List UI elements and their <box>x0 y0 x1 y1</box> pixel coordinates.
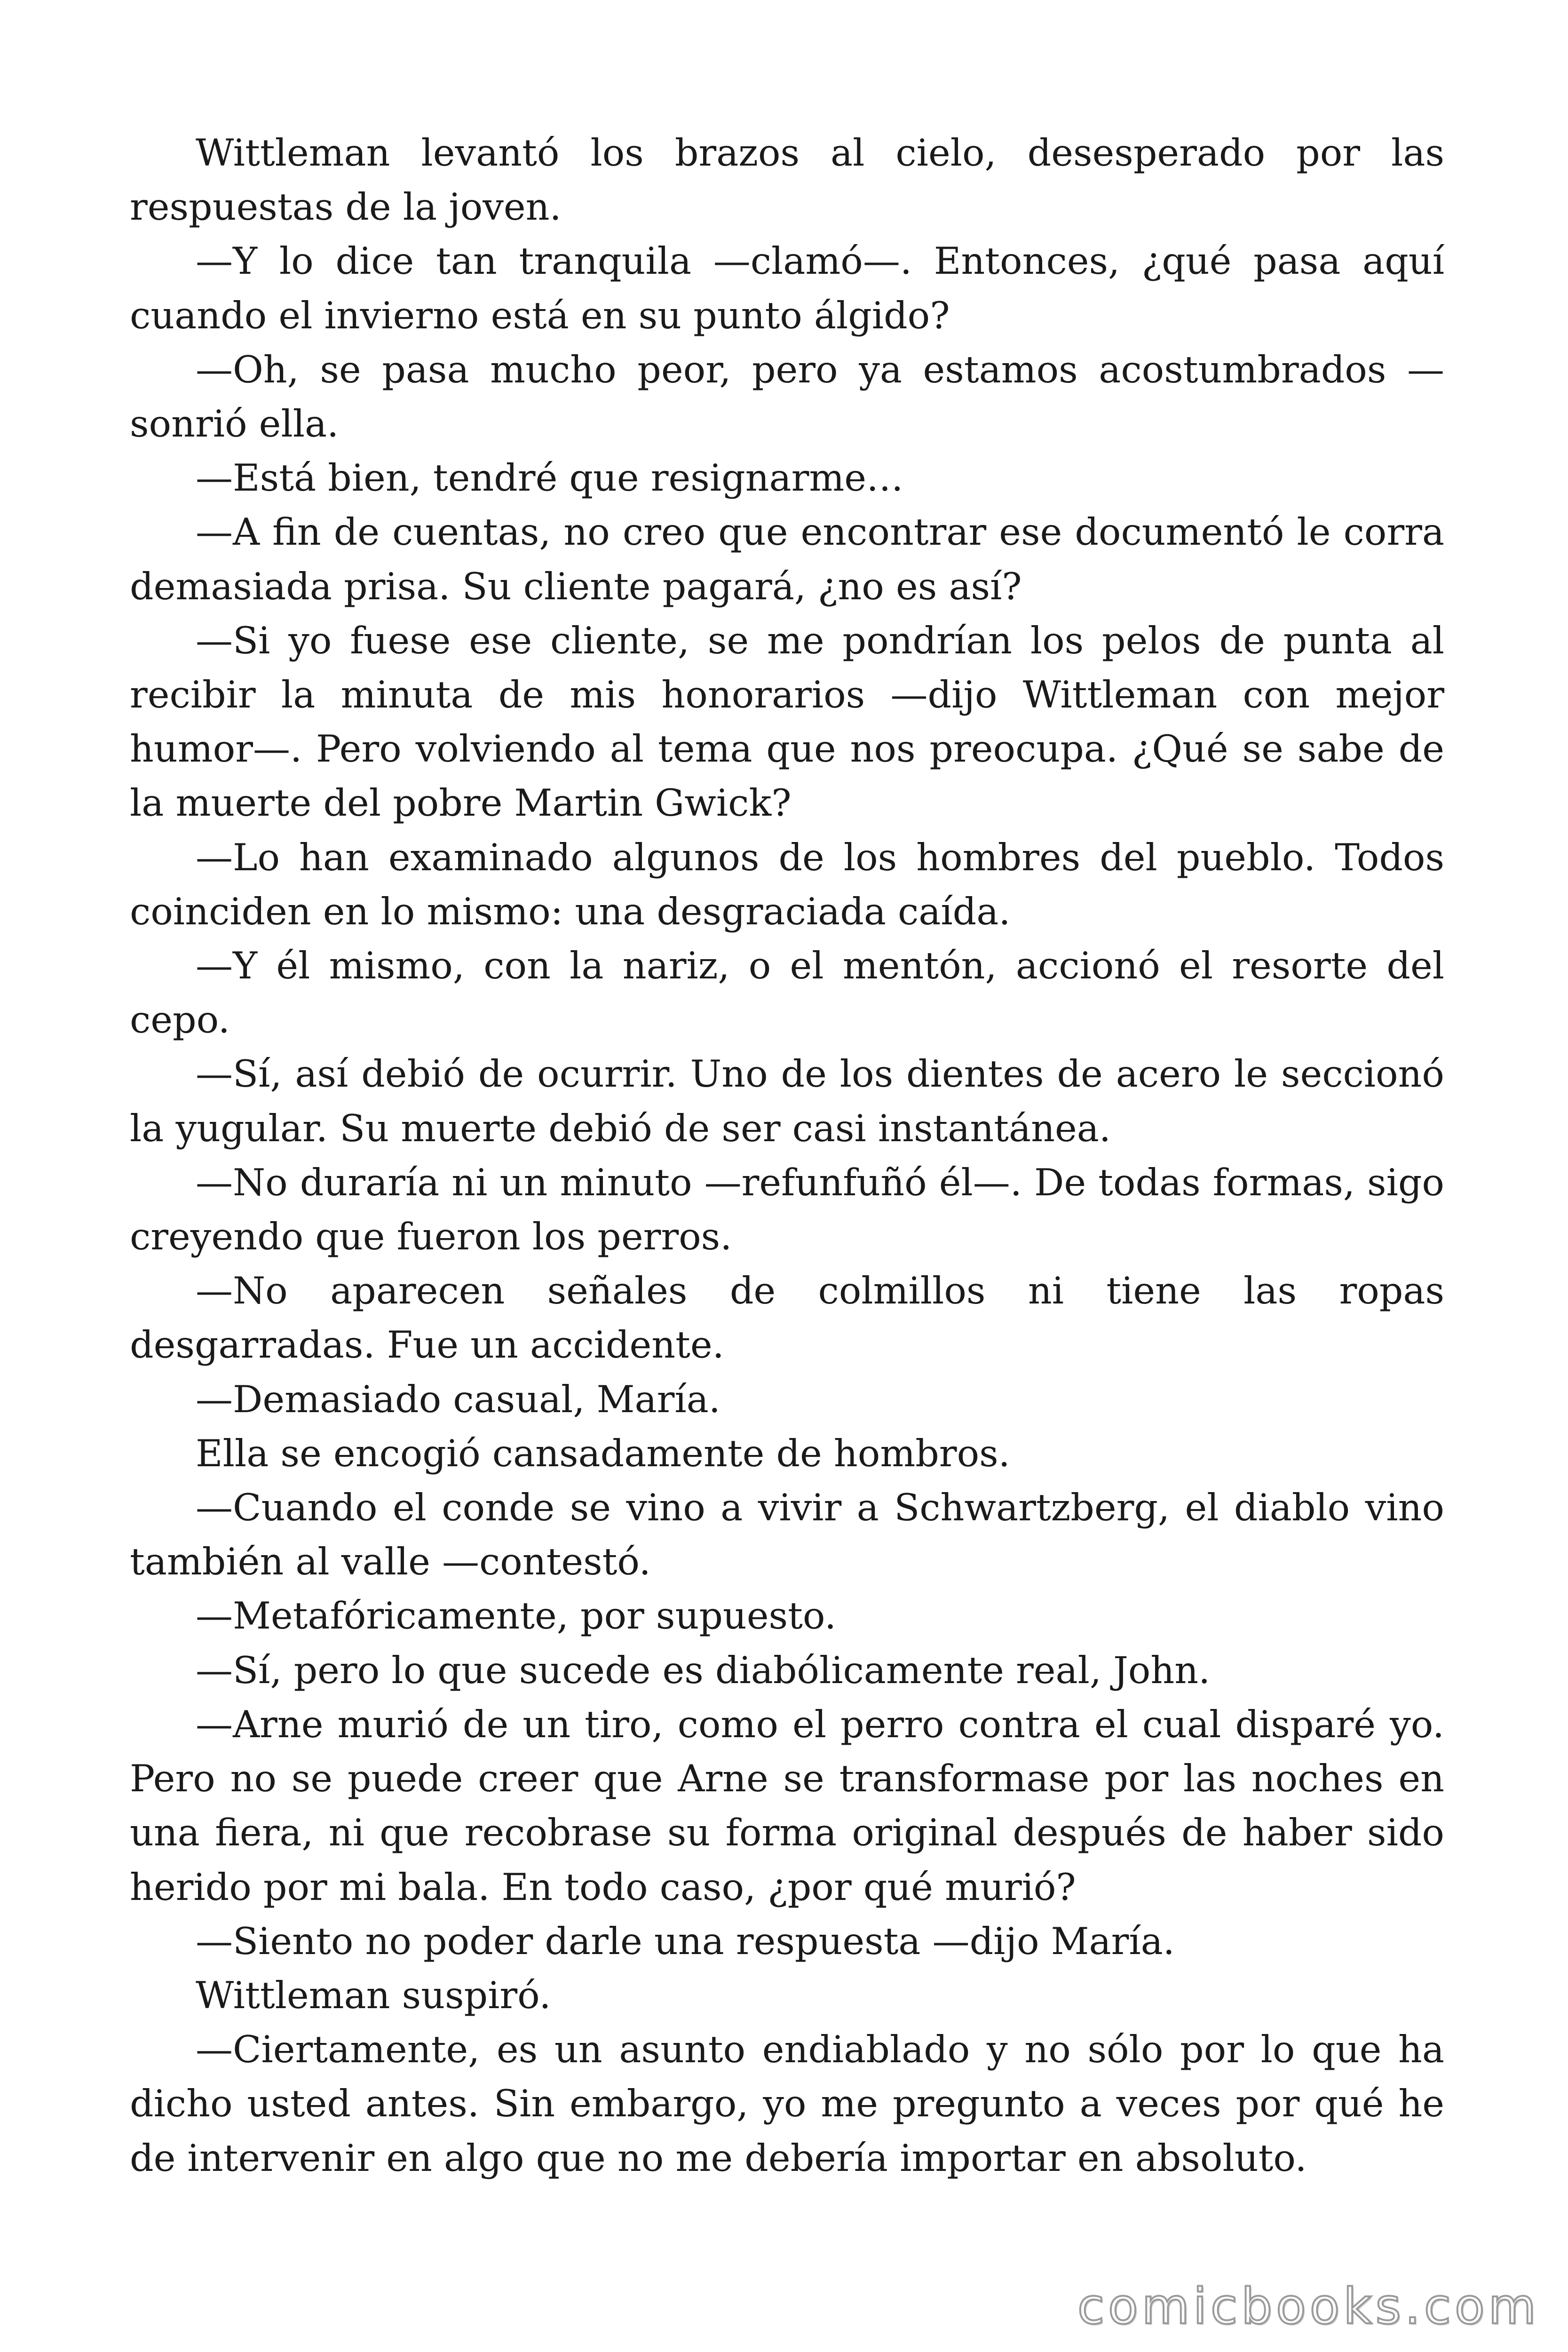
paragraph-12: —Demasiado casual, María. <box>196 1377 721 1421</box>
paragraph-13: Ella se encogió cansadamente de hombros. <box>196 1431 1010 1475</box>
paragraph-1: Wittleman levantó los brazos al cielo, desesperado por las respuestas de la joven. <box>130 131 1444 229</box>
paragraph-6: —Si yo fuese ese cliente, se me pondrían los pelos de punta al recibir la minuta de mis honorarios —dijo Wittleman con mejor humor—. Pero volviendo al tema que nos preocupa. ¿Qué se sabe de la muerte del pobre Martin Gwick? <box>130 619 1444 825</box>
paragraph-3: —Oh, se pasa mucho peor, pero ya estamos acostumbrados — sonrió ella. <box>130 348 1444 446</box>
paragraph-19: Wittleman suspiró. <box>196 1973 551 2017</box>
paragraph-15: —Metafóricamente, por supuesto. <box>196 1594 837 1638</box>
paragraph-8: —Y él mismo, con la nariz, o el mentón, accionó el resorte del cepo. <box>130 944 1444 1042</box>
page-text <box>130 126 1444 2185</box>
paragraph-17: —Arne murió de un tiro, como el perro contra el cual disparé yo. Pero no se puede creer que Arne se transformase por las noches en una fiera, ni que recobrase su forma original después de haber sido herido por mi bala. En todo caso, ¿por qué murió? <box>130 1702 1444 1909</box>
paragraph-20: —Ciertamente, es un asunto endiablado y no sólo por lo que ha dicho usted antes. Sin embargo, yo me pregunto a veces por qué he de intervenir en algo que no me debería importar en absoluto. <box>130 2028 1444 2180</box>
paragraph-9: —Sí, así debió de ocurrir. Uno de los dientes de acero le seccionó la yugular. Su muerte debió de ser casi instantánea. <box>130 1052 1444 1150</box>
paragraph-4: —Está bien, tendré que resignarme… <box>196 456 904 500</box>
paragraph-5: —A fin de cuentas, no creo que encontrar ese documentó le corra demasiada prisa. Su cliente pagará, ¿no es así? <box>130 510 1444 608</box>
paragraph-2: —Y lo dice tan tranquila —clamó—. Entonces, ¿qué pasa aquí cuando el invierno está en su punto álgido? <box>130 239 1444 337</box>
paragraph-11: —No aparecen señales de colmillos ni tiene las ropas desgarradas. Fue un accidente. <box>130 1269 1444 1367</box>
paragraph-16: —Sí, pero lo que sucede es diabólicamente real, John. <box>196 1648 1211 1692</box>
paragraph-18: —Siento no poder darle una respuesta —dijo María. <box>196 1919 1175 1963</box>
paragraph-10: —No duraría ni un minuto —refunfuñó él—. De todas formas, sigo creyendo que fueron los perros. <box>130 1160 1444 1259</box>
paragraph-7: —Lo han examinado algunos de los hombres del pueblo. Todos coinciden en lo mismo: una desgraciada caída. <box>130 835 1444 933</box>
paragraph-14: —Cuando el conde se vino a vivir a Schwartzberg, el diablo vino también al valle —contestó. <box>130 1486 1444 1584</box>
watermark: comicbooks.com <box>1077 2278 1540 2335</box>
